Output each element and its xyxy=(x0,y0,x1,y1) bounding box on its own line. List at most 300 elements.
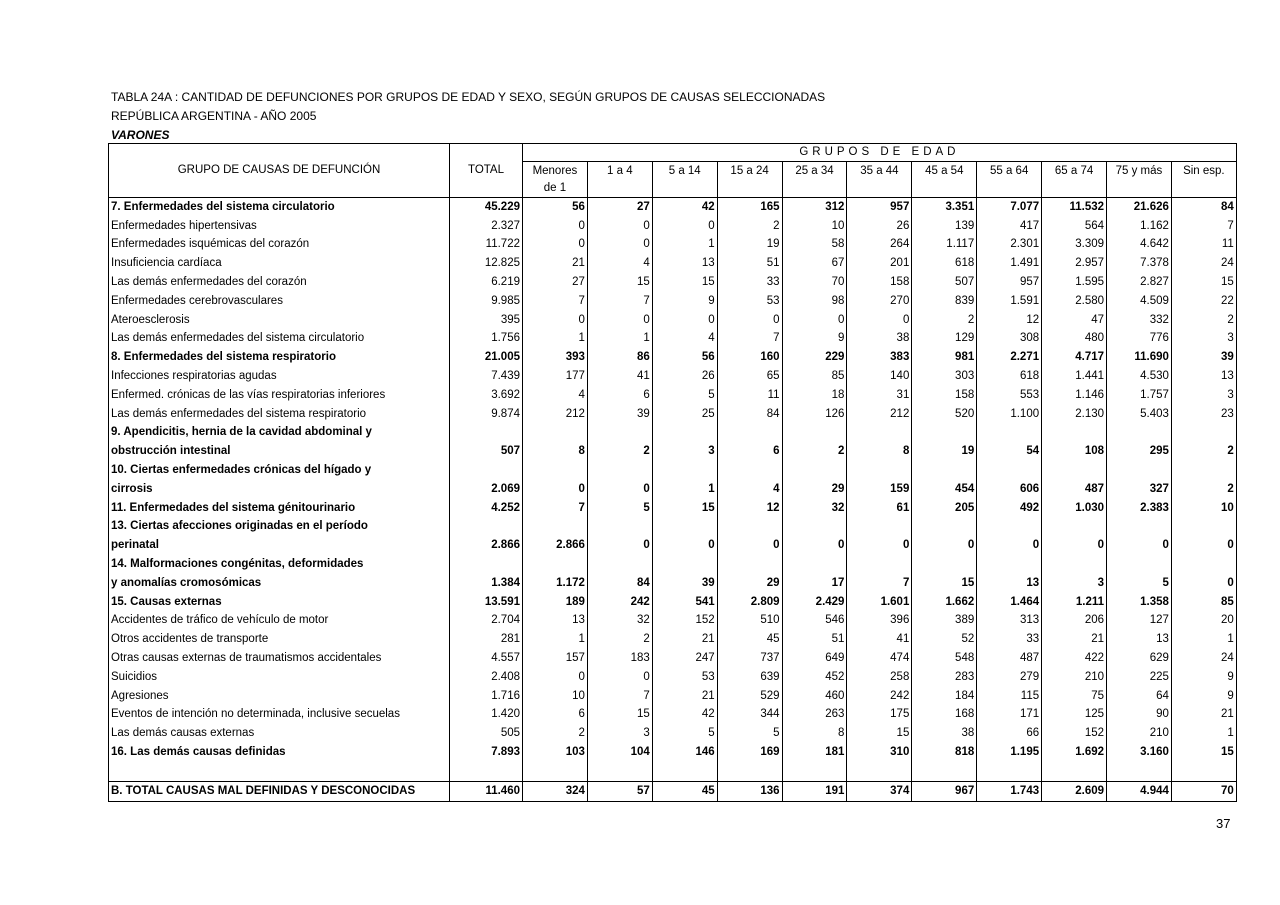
row-value: 184 xyxy=(912,687,977,706)
row-value: 13 xyxy=(977,574,1042,593)
row-value: 1 xyxy=(1171,724,1236,743)
row-value: 24 xyxy=(1171,649,1236,668)
row-value: 2.429 xyxy=(782,593,847,612)
row-value: 168 xyxy=(912,706,977,725)
row-value: 85 xyxy=(1171,593,1236,612)
row-value: 1.030 xyxy=(1042,499,1107,518)
row-value: 125 xyxy=(1042,706,1107,725)
row-value: 152 xyxy=(652,612,717,631)
row-total: 4.252 xyxy=(450,499,523,518)
row-value: 42 xyxy=(652,706,717,725)
row-value: 818 xyxy=(912,743,977,762)
row-total: 1.384 xyxy=(450,574,523,593)
row-value: 629 xyxy=(1107,649,1172,668)
row-value: 38 xyxy=(912,724,977,743)
row-value: 0 xyxy=(782,311,847,330)
row-label: Otros accidentes de transporte xyxy=(109,630,450,649)
row-value: 15 xyxy=(587,706,652,725)
header-age-line2-0: de 1 xyxy=(523,180,588,198)
row-value: 12 xyxy=(717,499,782,518)
row-value: 11 xyxy=(717,386,782,405)
row-value: 29 xyxy=(782,480,847,499)
row-label: 10. Ciertas enfermedades crónicas del hígado y xyxy=(109,461,450,480)
row-value: 127 xyxy=(1107,612,1172,631)
header-age-5: 35 a 44 xyxy=(847,162,912,181)
row-value: 158 xyxy=(847,273,912,292)
row-value xyxy=(652,461,717,480)
table-title: TABLA 24A : CANTIDAD DE DEFUNCIONES POR GRUPOS DE EDAD Y SEXO, SEGÚN GRUPOS DE CAUSAS SELECCIONADAS xyxy=(111,90,826,104)
row-value: 258 xyxy=(847,668,912,687)
row-value: 84 xyxy=(1171,198,1236,217)
row-value xyxy=(977,518,1042,537)
row-value xyxy=(1042,555,1107,574)
table-row xyxy=(109,649,1237,668)
row-value: 0 xyxy=(587,236,652,255)
row-value: 1.601 xyxy=(847,593,912,612)
row-value: 9 xyxy=(1171,668,1236,687)
row-value xyxy=(717,461,782,480)
row-value: 4.717 xyxy=(1042,348,1107,367)
table-row xyxy=(109,273,1237,292)
row-value: 1.162 xyxy=(1107,217,1172,236)
row-value: 42 xyxy=(652,198,717,217)
row-value xyxy=(523,424,588,443)
row-value: 2.301 xyxy=(977,236,1042,255)
table-row xyxy=(109,330,1237,349)
row-total: 1.716 xyxy=(450,687,523,706)
row-value: 1.692 xyxy=(1042,743,1107,762)
row-value: 2 xyxy=(782,442,847,461)
row-total: 11.722 xyxy=(450,236,523,255)
row-value: 393 xyxy=(523,348,588,367)
row-value: 2 xyxy=(1171,480,1236,499)
row-value: 0 xyxy=(977,536,1042,555)
header-age-1: 1 a 4 xyxy=(587,162,652,181)
row-label: Las demás causas externas xyxy=(109,724,450,743)
row-value: 212 xyxy=(847,405,912,424)
row-label: Ateroesclerosis xyxy=(109,311,450,330)
table-row xyxy=(109,442,1237,461)
row-value: 0 xyxy=(912,536,977,555)
row-value: 21 xyxy=(652,687,717,706)
row-total: 4.557 xyxy=(450,649,523,668)
row-value: 776 xyxy=(1107,330,1172,349)
row-value: 56 xyxy=(523,198,588,217)
row-label: Las demás enfermedades del sistema circulatorio xyxy=(109,330,450,349)
row-value: 212 xyxy=(523,405,588,424)
row-value: 21 xyxy=(652,630,717,649)
row-value: 396 xyxy=(847,612,912,631)
row-value: 1.358 xyxy=(1107,593,1172,612)
row-value xyxy=(782,518,847,537)
row-total: 7.893 xyxy=(450,743,523,762)
row-label: Enfermedades hipertensivas xyxy=(109,217,450,236)
row-value: 0 xyxy=(523,480,588,499)
final-total-row xyxy=(109,781,1237,801)
row-value: 5 xyxy=(652,386,717,405)
row-value: 2 xyxy=(523,724,588,743)
row-value: 146 xyxy=(652,743,717,762)
row-value: 7.077 xyxy=(977,198,1042,217)
row-value: 140 xyxy=(847,367,912,386)
row-value: 86 xyxy=(587,348,652,367)
row-value: 1.211 xyxy=(1042,593,1107,612)
row-value xyxy=(587,518,652,537)
row-value xyxy=(652,555,717,574)
row-value: 324 xyxy=(523,781,588,801)
row-value: 11.690 xyxy=(1107,348,1172,367)
row-value: 84 xyxy=(587,574,652,593)
table-row xyxy=(109,555,1237,574)
row-value xyxy=(652,424,717,443)
table-row xyxy=(109,743,1237,762)
row-value: 6 xyxy=(717,442,782,461)
row-value: 13 xyxy=(1171,367,1236,386)
row-value: 70 xyxy=(1171,781,1236,801)
table-row xyxy=(109,198,1237,217)
row-value: 452 xyxy=(782,668,847,687)
row-value: 181 xyxy=(782,743,847,762)
row-value: 474 xyxy=(847,649,912,668)
row-value: 564 xyxy=(1042,217,1107,236)
row-value: 177 xyxy=(523,367,588,386)
row-value: 374 xyxy=(847,781,912,801)
row-value: 2.271 xyxy=(977,348,1042,367)
row-value: 5 xyxy=(1107,574,1172,593)
row-value: 52 xyxy=(912,630,977,649)
table-row xyxy=(109,292,1237,311)
row-value: 2 xyxy=(717,217,782,236)
spacer-row xyxy=(109,762,1237,781)
header-age-3: 15 a 24 xyxy=(717,162,782,181)
row-label: B. TOTAL CAUSAS MAL DEFINIDAS Y DESCONOCIDAS xyxy=(109,781,450,801)
header-age-8: 65 a 74 xyxy=(1042,162,1107,181)
table-row xyxy=(109,499,1237,518)
row-value xyxy=(912,424,977,443)
row-value: 15 xyxy=(587,273,652,292)
row-value: 507 xyxy=(912,273,977,292)
table-row xyxy=(109,311,1237,330)
row-total: 2.704 xyxy=(450,612,523,631)
row-value: 1.491 xyxy=(977,254,1042,273)
row-value: 160 xyxy=(717,348,782,367)
row-value: 247 xyxy=(652,649,717,668)
row-value: 15 xyxy=(847,724,912,743)
row-value: 0 xyxy=(652,311,717,330)
row-value: 283 xyxy=(912,668,977,687)
row-value: 12 xyxy=(977,311,1042,330)
table-row xyxy=(109,367,1237,386)
row-value: 171 xyxy=(977,706,1042,725)
row-value: 126 xyxy=(782,405,847,424)
row-value xyxy=(847,461,912,480)
header-age-6: 45 a 54 xyxy=(912,162,977,181)
row-value: 264 xyxy=(847,236,912,255)
row-value: 210 xyxy=(1042,668,1107,687)
row-value xyxy=(1107,461,1172,480)
table-row xyxy=(109,348,1237,367)
row-value: 21 xyxy=(1042,630,1107,649)
row-value xyxy=(782,555,847,574)
row-value: 206 xyxy=(1042,612,1107,631)
row-value: 115 xyxy=(977,687,1042,706)
header-age-4: 25 a 34 xyxy=(782,162,847,181)
row-value: 981 xyxy=(912,348,977,367)
header-age-groups: GRUPOS DE EDAD xyxy=(523,144,1237,162)
row-value: 152 xyxy=(1042,724,1107,743)
row-value: 139 xyxy=(912,217,977,236)
row-value: 417 xyxy=(977,217,1042,236)
table-row xyxy=(109,536,1237,555)
row-total: 45.229 xyxy=(450,198,523,217)
row-value: 0 xyxy=(1107,536,1172,555)
table-row xyxy=(109,424,1237,443)
row-value: 41 xyxy=(847,630,912,649)
row-label: Suicidios xyxy=(109,668,450,687)
row-value: 39 xyxy=(1171,348,1236,367)
row-total: 2.408 xyxy=(450,668,523,687)
row-value: 0 xyxy=(652,217,717,236)
row-value: 9 xyxy=(782,330,847,349)
row-value: 13 xyxy=(1107,630,1172,649)
row-value: 66 xyxy=(977,724,1042,743)
row-value xyxy=(1107,518,1172,537)
row-value xyxy=(1042,518,1107,537)
row-value: 33 xyxy=(977,630,1042,649)
row-value: 21 xyxy=(1171,706,1236,725)
header-age-line2-1 xyxy=(587,180,652,198)
row-value: 61 xyxy=(847,499,912,518)
row-value: 242 xyxy=(847,687,912,706)
row-value xyxy=(912,518,977,537)
header-age-10: Sin esp. xyxy=(1171,162,1236,181)
row-value: 25 xyxy=(652,405,717,424)
table-sex-label: VARONES xyxy=(111,128,170,142)
row-value xyxy=(717,518,782,537)
header-total: TOTAL xyxy=(450,144,523,198)
header-age-line2-7 xyxy=(977,180,1042,198)
row-value: 17 xyxy=(782,574,847,593)
row-value xyxy=(587,424,652,443)
row-value: 3.351 xyxy=(912,198,977,217)
row-value: 15 xyxy=(1171,273,1236,292)
row-value: 1.195 xyxy=(977,743,1042,762)
table-row xyxy=(109,630,1237,649)
row-value: 0 xyxy=(1042,536,1107,555)
row-value: 4.509 xyxy=(1107,292,1172,311)
row-value: 389 xyxy=(912,612,977,631)
row-value: 0 xyxy=(523,311,588,330)
row-value: 8 xyxy=(847,442,912,461)
row-value: 332 xyxy=(1107,311,1172,330)
row-value: 38 xyxy=(847,330,912,349)
row-label: Enfermed. crónicas de las vías respiratorias inferiores xyxy=(109,386,450,405)
row-value: 1.146 xyxy=(1042,386,1107,405)
row-value: 22 xyxy=(1171,292,1236,311)
row-total: 3.692 xyxy=(450,386,523,405)
row-value xyxy=(847,518,912,537)
row-value: 104 xyxy=(587,743,652,762)
row-value: 957 xyxy=(977,273,1042,292)
row-value xyxy=(523,555,588,574)
row-value: 0 xyxy=(587,536,652,555)
row-value xyxy=(847,424,912,443)
row-total xyxy=(450,518,523,537)
row-value: 303 xyxy=(912,367,977,386)
row-value: 957 xyxy=(847,198,912,217)
row-label: 14. Malformaciones congénitas, deformidades xyxy=(109,555,450,574)
row-value: 737 xyxy=(717,649,782,668)
row-value: 279 xyxy=(977,668,1042,687)
row-value: 19 xyxy=(912,442,977,461)
row-value: 5 xyxy=(587,499,652,518)
row-label: 15. Causas externas xyxy=(109,593,450,612)
row-value: 2 xyxy=(587,442,652,461)
row-value: 7 xyxy=(587,292,652,311)
row-value: 21 xyxy=(523,254,588,273)
row-label: Accidentes de tráfico de vehículo de motor xyxy=(109,612,450,631)
row-total: 2.866 xyxy=(450,536,523,555)
row-value xyxy=(1042,424,1107,443)
table-row xyxy=(109,612,1237,631)
row-value xyxy=(717,555,782,574)
row-value: 2.130 xyxy=(1042,405,1107,424)
header-age-9: 75 y más xyxy=(1107,162,1172,181)
row-value: 18 xyxy=(782,386,847,405)
row-value: 26 xyxy=(847,217,912,236)
row-value: 1.100 xyxy=(977,405,1042,424)
table-row xyxy=(109,593,1237,612)
row-value xyxy=(1042,461,1107,480)
row-label: Otras causas externas de traumatismos accidentales xyxy=(109,649,450,668)
row-value xyxy=(1171,518,1236,537)
row-value: 4.944 xyxy=(1107,781,1172,801)
row-value xyxy=(977,461,1042,480)
row-value: 5 xyxy=(652,724,717,743)
table-row xyxy=(109,480,1237,499)
row-value: 45 xyxy=(652,781,717,801)
row-value: 546 xyxy=(782,612,847,631)
row-value: 3 xyxy=(1171,330,1236,349)
row-value: 1.441 xyxy=(1042,367,1107,386)
row-value: 13 xyxy=(523,612,588,631)
row-value: 11 xyxy=(1171,236,1236,255)
row-value: 21.626 xyxy=(1107,198,1172,217)
row-label: Las demás enfermedades del corazón xyxy=(109,273,450,292)
row-value: 3 xyxy=(1171,386,1236,405)
row-value: 7 xyxy=(717,330,782,349)
row-label: Agresiones xyxy=(109,687,450,706)
row-value: 229 xyxy=(782,348,847,367)
row-value: 263 xyxy=(782,706,847,725)
row-label: cirrosis xyxy=(109,480,450,499)
row-value: 312 xyxy=(782,198,847,217)
row-value: 4 xyxy=(717,480,782,499)
row-value: 3 xyxy=(652,442,717,461)
row-value: 4 xyxy=(587,254,652,273)
header-age-0: Menores xyxy=(523,162,588,181)
row-value: 1.757 xyxy=(1107,386,1172,405)
row-value: 32 xyxy=(782,499,847,518)
row-total: 507 xyxy=(450,442,523,461)
table-row xyxy=(109,687,1237,706)
row-value: 7 xyxy=(1171,217,1236,236)
row-value xyxy=(977,424,1042,443)
header-age-line2-2 xyxy=(652,180,717,198)
row-value: 839 xyxy=(912,292,977,311)
row-value: 3 xyxy=(587,724,652,743)
row-value: 47 xyxy=(1042,311,1107,330)
table-row xyxy=(109,254,1237,273)
row-value: 529 xyxy=(717,687,782,706)
row-value: 11.532 xyxy=(1042,198,1107,217)
row-value: 7 xyxy=(523,292,588,311)
row-value: 0 xyxy=(587,217,652,236)
row-total: 9.874 xyxy=(450,405,523,424)
row-value: 6 xyxy=(587,386,652,405)
row-total: 7.439 xyxy=(450,367,523,386)
row-value: 15 xyxy=(1171,743,1236,762)
row-value: 422 xyxy=(1042,649,1107,668)
row-label: Enfermedades cerebrovasculares xyxy=(109,292,450,311)
row-value: 4.530 xyxy=(1107,367,1172,386)
row-value: 15 xyxy=(652,499,717,518)
row-value: 51 xyxy=(717,254,782,273)
row-label: 16. Las demás causas definidas xyxy=(109,743,450,762)
row-label: Infecciones respiratorias agudas xyxy=(109,367,450,386)
row-value: 129 xyxy=(912,330,977,349)
row-value: 39 xyxy=(587,405,652,424)
row-value: 51 xyxy=(782,630,847,649)
row-value: 189 xyxy=(523,593,588,612)
table-row xyxy=(109,461,1237,480)
row-value xyxy=(587,555,652,574)
row-value: 967 xyxy=(912,781,977,801)
table-row xyxy=(109,217,1237,236)
row-value: 2.809 xyxy=(717,593,782,612)
table-subtitle: REPÚBLICA ARGENTINA - AÑO 2005 xyxy=(111,109,317,123)
deaths-table xyxy=(108,143,1237,802)
row-value: 454 xyxy=(912,480,977,499)
header-age-line2-4 xyxy=(782,180,847,198)
row-value: 0 xyxy=(587,480,652,499)
row-value: 2.957 xyxy=(1042,254,1107,273)
row-value xyxy=(1107,424,1172,443)
row-value: 54 xyxy=(977,442,1042,461)
row-value: 33 xyxy=(717,273,782,292)
row-value: 0 xyxy=(782,536,847,555)
row-value: 41 xyxy=(587,367,652,386)
row-label: Eventos de intención no determinada, inclusive secuelas xyxy=(109,706,450,725)
row-total: 21.005 xyxy=(450,348,523,367)
row-value: 4.642 xyxy=(1107,236,1172,255)
row-value: 0 xyxy=(717,536,782,555)
header-age-7: 55 a 64 xyxy=(977,162,1042,181)
row-value: 2.827 xyxy=(1107,273,1172,292)
row-value: 1 xyxy=(587,330,652,349)
table-row xyxy=(109,574,1237,593)
row-value: 0 xyxy=(847,311,912,330)
row-value: 1 xyxy=(652,480,717,499)
row-value: 10 xyxy=(1171,499,1236,518)
row-value: 64 xyxy=(1107,687,1172,706)
row-value: 191 xyxy=(782,781,847,801)
row-value: 169 xyxy=(717,743,782,762)
row-value xyxy=(912,555,977,574)
row-label: y anomalías cromosómicas xyxy=(109,574,450,593)
row-value: 487 xyxy=(1042,480,1107,499)
row-value: 7 xyxy=(587,687,652,706)
